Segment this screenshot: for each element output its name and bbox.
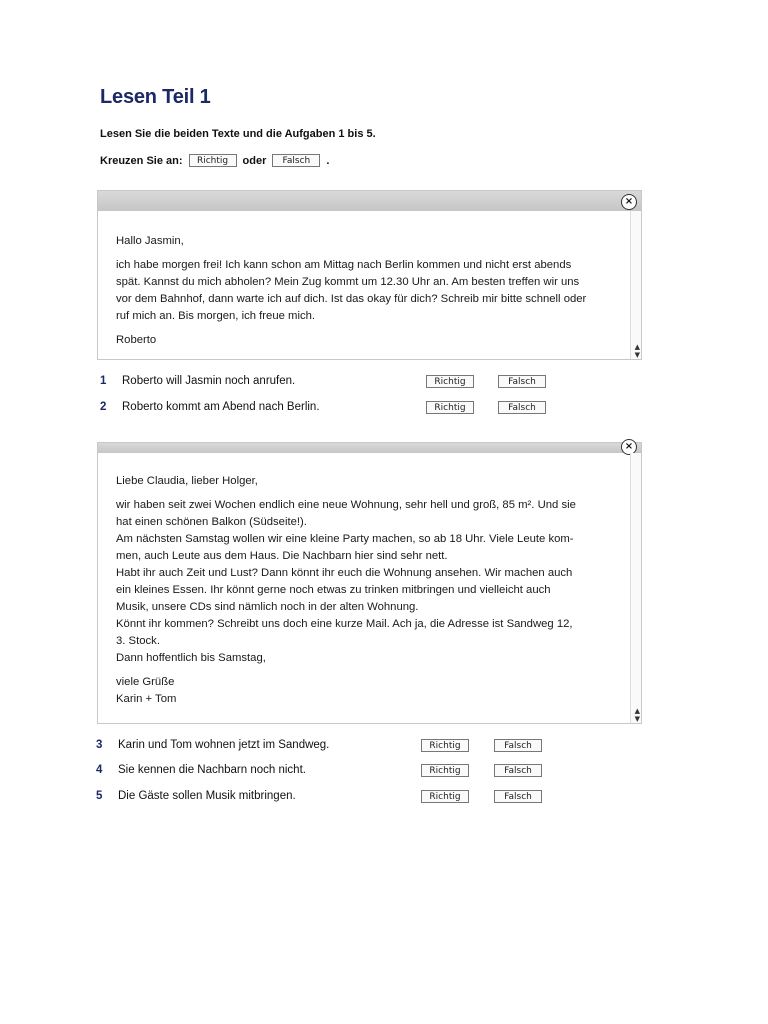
instruction-prefix: Kreuzen Sie an:: [100, 154, 183, 167]
letter-closing: viele Grüße: [116, 676, 175, 688]
question-row: [96, 739, 556, 753]
scroll-down-icon[interactable]: ▼: [634, 715, 640, 723]
instruction-suffix: .: [326, 154, 330, 167]
window-title-bar: [98, 191, 641, 211]
page-title: Lesen Teil 1: [100, 86, 211, 108]
letter-line: wir haben seit zwei Wochen endlich eine neue Wohnung, sehr hell und groß, 85 m². Und sie: [116, 499, 576, 511]
window-title-bar: [98, 443, 641, 453]
richtig-button[interactable]: Richtig: [421, 764, 469, 777]
letter-body: [116, 233, 621, 349]
question-number: 1: [100, 375, 107, 387]
scrollbar[interactable]: [630, 453, 641, 723]
richtig-button[interactable]: Richtig: [426, 375, 474, 388]
richtig-example-box: Richtig: [189, 154, 237, 167]
letter-signature: Roberto: [116, 334, 157, 346]
scrollbar[interactable]: [630, 211, 641, 359]
letter-line: Habt ihr auch Zeit und Lust? Dann könnt ihr euch die Wohnung ansehen. Wir machen auch: [116, 567, 573, 579]
instruction-mark-line: [100, 154, 329, 167]
letter-greeting: Hallo Jasmin,: [116, 235, 184, 247]
falsch-button[interactable]: Falsch: [494, 764, 542, 777]
question-text: Roberto kommt am Abend nach Berlin.: [122, 401, 320, 413]
letter-line: men, auch Leute aus dem Haus. Die Nachbarn hier sind sehr nett.: [116, 550, 448, 562]
falsch-button[interactable]: Falsch: [498, 375, 546, 388]
letter-greeting: Liebe Claudia, lieber Holger,: [116, 475, 258, 487]
falsch-button[interactable]: Falsch: [494, 790, 542, 803]
question-row: [96, 790, 556, 804]
falsch-example-box: Falsch: [272, 154, 320, 167]
falsch-button[interactable]: Falsch: [494, 739, 542, 752]
question-text: Sie kennen die Nachbarn noch nicht.: [118, 764, 306, 776]
close-icon[interactable]: ×: [621, 439, 637, 455]
question-number: 3: [96, 739, 103, 751]
close-icon[interactable]: ×: [621, 194, 637, 210]
letter-body: [116, 473, 621, 708]
question-number: 4: [96, 764, 103, 776]
letter-line: spät. Kannst du mich abholen? Mein Zug kommt um 12.30 Uhr an. Am besten treffen wir uns: [116, 276, 580, 288]
scroll-up-icon[interactable]: ▲: [634, 343, 640, 351]
scroll-down-icon[interactable]: ▼: [634, 351, 640, 359]
question-text: Karin und Tom wohnen jetzt im Sandweg.: [118, 739, 330, 751]
letter-line: ruf mich an. Bis morgen, ich freue mich.: [116, 310, 316, 322]
question-row: [100, 375, 560, 389]
richtig-button[interactable]: Richtig: [421, 739, 469, 752]
letter-signature: Karin + Tom: [116, 693, 177, 705]
falsch-button[interactable]: Falsch: [498, 401, 546, 414]
letter-window-2: [97, 442, 642, 724]
letter-line: Am nächsten Samstag wollen wir eine kleine Party machen, so ab 18 Uhr. Viele Leute kom-: [116, 533, 574, 545]
letter-line: vor dem Bahnhof, dann warte ich auf dich. Ist das okay für dich? Schreib mir bitte schnell oder: [116, 293, 587, 305]
letter-line: hat einen schönen Balkon (Südseite!).: [116, 516, 307, 528]
oder-word: oder: [242, 154, 267, 167]
question-row: [96, 764, 556, 778]
question-number: 5: [96, 790, 103, 802]
letter-line: Musik, unsere CDs sind nämlich noch in der alten Wohnung.: [116, 601, 419, 613]
letter-window-1: [97, 190, 642, 360]
question-number: 2: [100, 401, 107, 413]
richtig-button[interactable]: Richtig: [421, 790, 469, 803]
question-text: Die Gäste sollen Musik mitbringen.: [118, 790, 296, 802]
letter-line: ein kleines Essen. Ihr könnt gerne noch etwas zu trinken mitbringen und vielleicht auch: [116, 584, 551, 596]
letter-line: Dann hoffentlich bis Samstag,: [116, 652, 266, 664]
scroll-up-icon[interactable]: ▲: [634, 707, 640, 715]
question-row: [100, 401, 560, 415]
letter-line: 3. Stock.: [116, 635, 160, 647]
letter-line: ich habe morgen frei! Ich kann schon am Mittag nach Berlin kommen und nicht erst abends: [116, 259, 572, 271]
richtig-button[interactable]: Richtig: [426, 401, 474, 414]
letter-line: Könnt ihr kommen? Schreibt uns doch eine kurze Mail. Ach ja, die Adresse ist Sandweg 12,: [116, 618, 573, 630]
question-text: Roberto will Jasmin noch anrufen.: [122, 375, 296, 387]
instruction-line: Lesen Sie die beiden Texte und die Aufgaben 1 bis 5.: [100, 128, 376, 140]
